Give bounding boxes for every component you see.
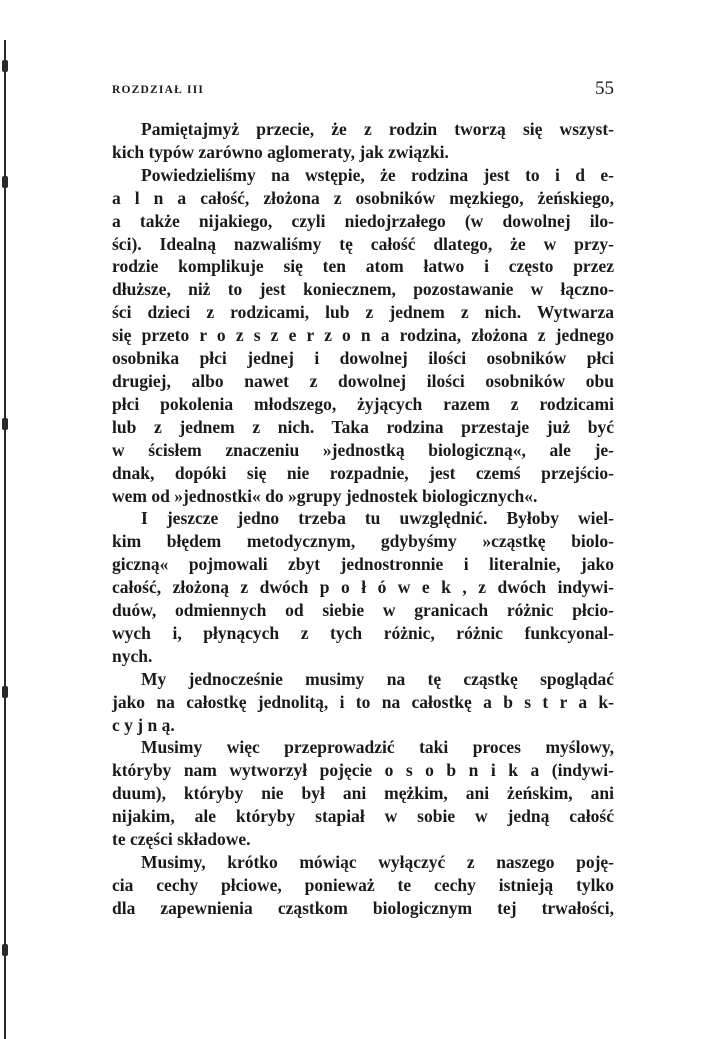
text-line: wem od »jednostki« do »grupy jednostek biologicznych«.: [112, 485, 538, 506]
text-line: kich typów zarówno aglomeraty, jak związki.: [112, 141, 449, 162]
edge-mark: [2, 686, 8, 698]
text-line: c y j n ą.: [112, 714, 175, 735]
body-text: [112, 118, 614, 920]
text-line: nych.: [112, 645, 153, 666]
text-line: się przeto r o z s z e r z o n a rodzina, złożona z jednego: [112, 325, 614, 346]
text-line: duum), któryby nie był ani mężkim, ani żeńskim, ani: [112, 783, 614, 804]
text-line: dnak, dopóki się nie rozpadnie, jest czemś przejścio-: [112, 462, 614, 483]
text-line: giczną« pojmowali zbyt jednostronnie i literalnie, jako: [112, 554, 614, 575]
text-line: duów, odmiennych od siebie w granicach różnic płcio-: [112, 600, 614, 621]
text-line: całość, złożoną z dwóch p o ł ó w e k , z dwóch indywi-: [112, 577, 614, 598]
text-line: kim błędem metodycznym, gdybyśmy »cząstkę biolo-: [112, 531, 614, 552]
text-line: lub z jednem z nich. Taka rodzina przestaje już być: [112, 416, 614, 437]
text-line: Powiedzieliśmy na wstępie, że rodzina jest to i d e-: [141, 164, 614, 185]
text-line: Pamiętajmyż przecie, że z rodzin tworzą się wszyst-: [141, 119, 614, 139]
text-line: rodzie komplikuje się ten atom łatwo i często przez: [112, 256, 614, 277]
text-line: a l n a całość, złożona z osobników męzkiego, żeńskiego,: [112, 187, 614, 208]
text-line: wych i, płynących z tych różnic, różnic funkcyonal-: [112, 622, 614, 643]
edge-mark: [2, 944, 8, 956]
text-line: dłuższe, niż to jest koniecznem, pozostawanie w łączno-: [112, 279, 614, 300]
text-line: jako na całostkę jednolitą, i to na całostkę a b s t r a k-: [112, 691, 614, 712]
text-line: My jednocześnie musimy na tę cząstkę spoglądać: [141, 668, 614, 689]
running-head: ROZDZIAŁ III: [112, 84, 205, 96]
edge-mark: [2, 176, 8, 188]
text-line: Musimy, krótko mówiąc wyłączyć z naszego poję-: [141, 852, 614, 872]
text-line: a także nijakiego, czyli niedojrzałego (w dowolnej ilo-: [112, 210, 614, 231]
text-line: cia cechy płciowe, ponieważ te cechy istnieją tylko: [112, 874, 614, 895]
text-line: w ścisłem znaczeniu »jednostką biologiczną«, ale je-: [112, 439, 614, 460]
text-line: nijakim, ale któryby stapiał w sobie w jedną całość: [112, 806, 614, 827]
text-line: płci pokolenia młodszego, żyjących razem z rodzicami: [112, 393, 614, 414]
text-line: drugiej, albo nawet z dowolnej ilości osobników obu: [112, 370, 614, 391]
text-line: osobnika płci jednej i dowolnej ilości osobników płci: [112, 348, 614, 369]
text-line: ści). Idealną nazwaliśmy tę całość dlatego, że w przy-: [112, 233, 614, 254]
edge-mark: [2, 60, 8, 72]
text-line: ści dzieci z rodzicami, lub z jednem z nich. Wytwarza: [112, 302, 614, 323]
text-line: któryby nam wytworzył pojęcie o s o b n i k a (indywi-: [112, 760, 614, 781]
text-line: te części składowe.: [112, 829, 251, 850]
page-number: 55: [595, 78, 614, 99]
edge-mark: [2, 418, 8, 430]
text-line: I jeszcze jedno trzeba tu uwzględnić. Byłoby wiel-: [141, 508, 614, 529]
text-line: Musimy więc przeprowadzić taki proces myślowy,: [141, 737, 614, 758]
text-line: dla zapewnienia cząstkom biologicznym tej trwałości,: [112, 897, 614, 918]
page-edge-line: [4, 40, 6, 1039]
page-header: [112, 78, 614, 102]
